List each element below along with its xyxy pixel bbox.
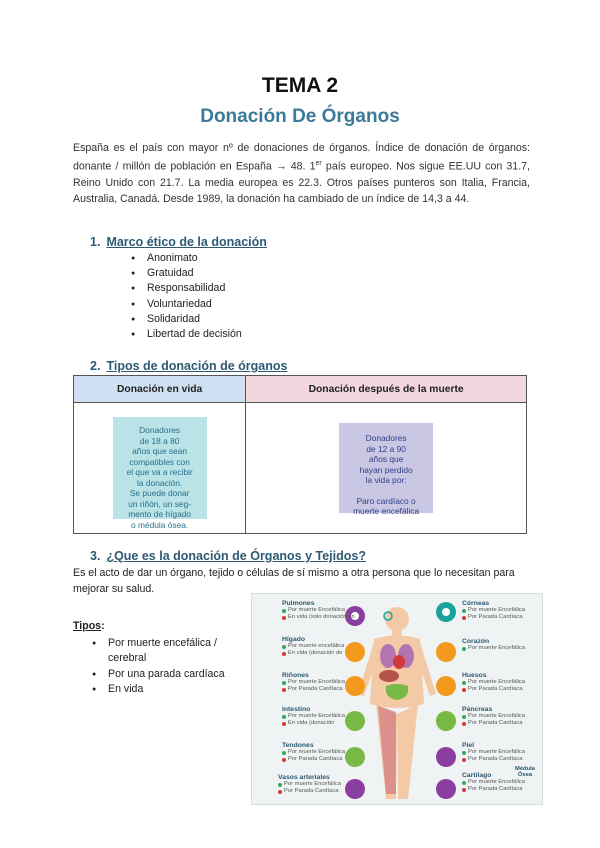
organ-line: Por muerte Encefálica [468,713,526,719]
organ-name: Pulmones [282,600,315,607]
organ-line: Por muerte encefálica [288,643,345,649]
organ-name: Páncreas [462,706,493,713]
page-title: TEMA 2 [261,74,339,97]
intro-paragraph [73,140,530,207]
organ-name: Huesos [462,672,487,679]
organ-line: Por Parada Cardíaca [468,720,523,726]
card-line: hayan perdido [359,464,413,475]
organ-name: Riñones [282,672,309,679]
section-1-heading [90,235,267,249]
liver-icon [345,642,365,662]
organ-bones [462,672,525,693]
card-line: Donadores [365,433,407,443]
heart-shape [393,655,405,669]
intro-superscript: er [315,160,322,167]
organ-line: En vida (donación de [288,650,343,656]
deceased-donation-card [339,423,433,516]
section-3-title: ¿Que es la donación de Órganos y Tejidos? [106,549,366,563]
tipos-label-colon: : [101,620,105,632]
organ-kidneys [282,672,345,693]
page-subtitle: Donación De Órganos [200,106,400,127]
organ-intestine [282,706,345,727]
card-line: compatibles con [129,456,190,467]
card-line: o médula ósea. [130,519,189,530]
tipos-label-text: Tipos [73,620,102,632]
list-item: ● Anonimato [131,251,242,266]
heart-icon [436,642,456,662]
kidneys-icon [345,676,365,696]
vessels-icon [345,779,365,799]
card-line: el que va a recibir [126,467,193,477]
organ-name: Corazón [462,638,490,645]
card-line: la vida por: [365,475,407,485]
list-item: ● En vida [92,682,242,697]
card-line: Donadores [139,425,181,435]
organ-name: Córneas [462,600,490,607]
section-1-title: Marco ético de la donación [106,235,267,249]
section-3-heading [90,549,366,563]
right-leg-shape [397,704,418,799]
list-item: ● Responsabilidad [131,281,242,296]
organ-cornea [462,600,525,621]
organ-line: Por Parada Cardíaca [284,788,339,794]
organ-skin [462,742,525,763]
organ-line: Por muerte Encefálica [468,607,526,613]
section-2-title: Tipos de donación de órganos [106,359,288,373]
card-line: muerte encefálica [353,506,420,516]
living-donation-card [113,417,207,530]
column-header-living: Donación en vida [74,376,246,403]
donation-types-table [73,375,527,534]
list-item: ● Gratuidad [131,266,242,281]
organs-infographic [251,593,543,805]
liver-shape [379,670,399,682]
list-item: ● Voluntariedad [131,297,242,312]
leg-vessels-shape [378,706,396,794]
organ-line: Por Parada Cardíaca [468,756,523,762]
organ-line: Por Parada Cardíaca [288,686,343,692]
head-shape [385,607,409,631]
organ-name: Médula Ósea [515,766,535,778]
organ-lungs [282,600,355,621]
organ-tendons [282,742,345,763]
column-header-deceased: Donación después de la muerte [246,376,527,403]
section-2-heading [90,359,287,373]
organ-line: Por Parada Cardíaca [468,786,523,792]
organ-line: Por muerte Encefálica [288,713,346,719]
organ-name: Vasos arteriales [278,774,330,781]
organ-name: Piel [462,742,475,749]
organ-line: Por muerte Encefálica [288,607,346,613]
organ-heart [462,638,525,652]
card-line: Paro cardíaco o [356,495,416,506]
definition-paragraph: Es el acto de dar un órgano, tejido o células de sí mismo a otra persona que lo necesitan para mejorar su salud. [73,567,515,595]
organ-vessels [278,774,341,795]
living-donation-cell [74,403,246,534]
organ-line: Por muerte Encefálica [468,645,526,651]
organ-liver [282,636,344,657]
deceased-donation-cell [246,403,527,534]
tendons-icon [345,747,365,767]
list-item: ● Por muerte encefálica / cerebral [92,636,242,667]
cartilage-icon [436,779,456,799]
organ-name: Tendones [282,742,314,749]
organ-line: Por muerte Encefálica [468,779,526,785]
section-3-number: 3. [90,549,101,563]
organ-line: Por Parada Cardíaca [468,614,523,620]
tipos-list [92,636,242,698]
organ-line: Por muerte Encefálica [288,679,346,685]
intestine-icon [345,711,365,731]
card-line: años que [368,454,404,464]
organ-name: Intestino [282,706,311,713]
organ-line: Por muerte Encefálica [284,781,342,787]
list-item: ● Solidaridad [131,312,242,327]
organ-line: En vida (donación [288,720,335,726]
organ-line: En vida (solo donación en [288,614,355,620]
card-line: mento de hígado [128,509,192,519]
cornea-glyph [442,608,450,616]
intro-text-1: España es el país con mayor nº de donaciones de órganos. Índice de donación de órganos: donante / millón de población en España → 48. 1 [73,142,530,173]
organ-line: Por muerte Encefálica [468,679,526,685]
pancreas-icon [436,711,456,731]
card-line: un riñón, un seg- [128,498,192,509]
intro-text-2: país europeo. Nos sigue EE.UU con 31.7, Reino Unido con 21.7. La media europea es 22.3. Otros países punteros son Italia, Francia, Australia, Canadá. Desde 1989, la donación ha cambiado de un índice de 14,3 a 44. [73,160,530,205]
card-line: de 12 a 90 [366,443,406,454]
organ-line: Por muerte Encefálica [288,749,346,755]
organ-line: Por Parada Cardíaca [468,686,523,692]
list-item: ● Libertad de decisión [131,327,242,342]
card-line: de 18 a 80 [139,435,180,446]
card-line: años que sean [132,446,188,456]
list-item: ● Por una parada cardíaca [92,667,242,682]
card-line: la donación. [137,477,183,488]
section-2-number: 2. [90,359,101,373]
organ-line: Por muerte Encefálica [468,749,526,755]
skin-icon [436,747,456,767]
tipos-label [73,620,105,632]
bones-icon [436,676,456,696]
organ-bone-marrow [510,766,540,778]
card-line: Se puede donar [129,488,190,498]
organ-pancreas [462,706,525,727]
ethics-list [131,251,242,342]
organ-name: Cartílago [462,772,492,779]
section-1-number: 1. [90,235,101,249]
organ-line: Por Parada Cardíaca [288,756,343,762]
organ-name: Hígado [282,636,306,643]
